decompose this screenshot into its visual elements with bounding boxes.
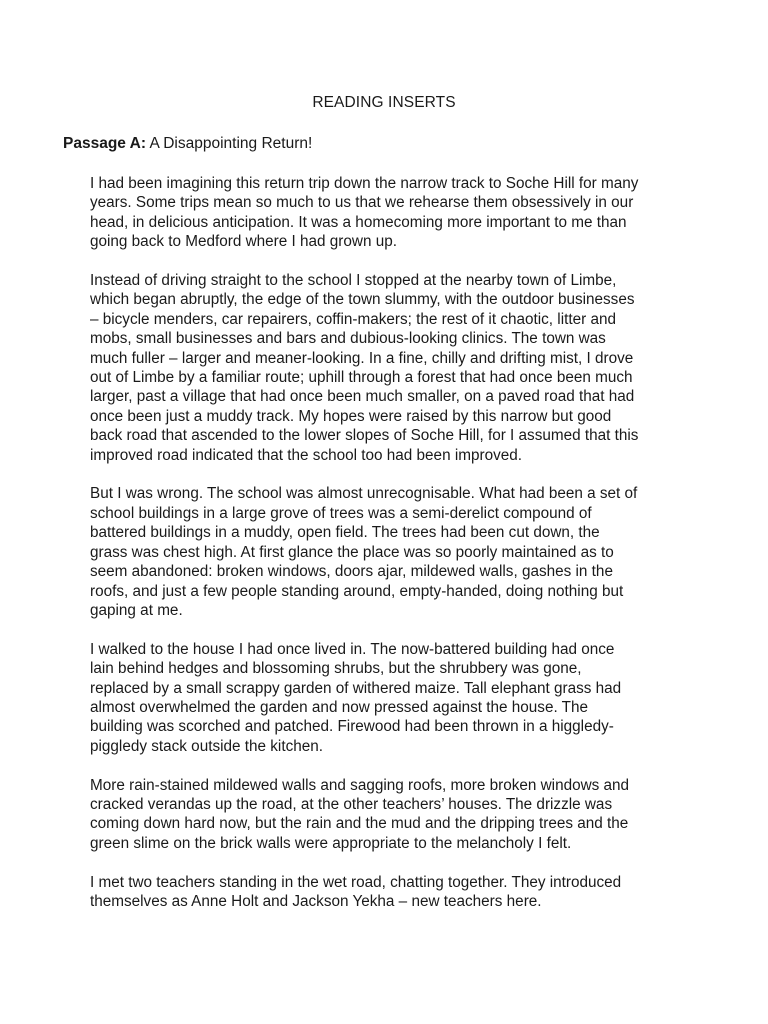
paragraph-line: grass was chest high. At first glance the place was so poorly maintained as to (90, 543, 614, 561)
paragraph-line: I met two teachers standing in the wet road, chatting together. They introduced (90, 873, 622, 891)
paragraph-line: back road that ascended to the lower slopes of Soche Hill, for I assumed that this (90, 427, 639, 445)
paragraph-line: themselves as Anne Holt and Jackson Yekha – new teachers here. (90, 892, 542, 910)
paragraph-line: improved road indicated that the school too had been improved. (90, 446, 522, 464)
paragraph-line: head, in delicious anticipation. It was a homecoming more important to me than (90, 213, 627, 231)
paragraph (90, 271, 690, 465)
paragraph-line: lain behind hedges and blossoming shrubs, but the shrubbery was gone, (90, 660, 582, 678)
paragraph-line: coming down hard now, but the rain and the mud and the dripping trees and the (90, 815, 629, 833)
paragraph (90, 174, 690, 252)
paragraph-line: But I was wrong. The school was almost unrecognisable. What had been a set of (90, 485, 638, 503)
paragraph-line: piggledy stack outside the kitchen. (90, 737, 323, 755)
paragraph-line: years. Some trips mean so much to us that we rehearse them obsessively in our (90, 194, 634, 212)
paragraph-line: roofs, and just a few people standing around, empty-handed, doing nothing but (90, 582, 624, 600)
paragraph-line: building was scorched and patched. Firewood had been thrown in a higgledy- (90, 718, 614, 736)
paragraph-line: cracked verandas up the road, at the other teachers’ houses. The drizzle was (90, 795, 613, 813)
paragraph-line: larger, past a village that had once been much smaller, on a paved road that had (90, 388, 635, 406)
passage-body (90, 174, 690, 931)
paragraph-line: going back to Medford where I had grown up. (90, 233, 397, 251)
paragraph-line: I had been imagining this return trip down the narrow track to Soche Hill for many (90, 175, 639, 192)
paragraph-line: out of Limbe by a familiar route; uphill through a forest that had once been much (90, 369, 633, 387)
paragraph-line: once been just a muddy track. My hopes were raised by this narrow but good (90, 407, 612, 425)
paragraph-line: seem abandoned: broken windows, doors ajar, mildewed walls, gashes in the (90, 563, 613, 581)
paragraph-line: replaced by a small scrappy garden of withered maize. Tall elephant grass had (90, 679, 622, 697)
paragraph-line: mobs, small businesses and bars and dubious-looking clinics. The town was (90, 330, 606, 348)
paragraph-line: much fuller – larger and meaner-looking. In a fine, chilly and drifting mist, I drove (90, 349, 634, 367)
paragraph-line: I walked to the house I had once lived in. The now-battered building had once (90, 640, 615, 658)
document-title: READING INSERTS (312, 94, 456, 111)
paragraph-line: – bicycle menders, car repairers, coffin-makers; the rest of it chaotic, litter and (90, 310, 616, 328)
passage-label: Passage A: (63, 135, 146, 152)
paragraph-line: green slime on the brick walls were appropriate to the melancholy I felt. (90, 834, 572, 852)
paragraph-line: battered buildings in a muddy, open field. The trees had been cut down, the (90, 524, 600, 542)
paragraph-line: gaping at me. (90, 601, 183, 619)
passage-heading (63, 134, 703, 153)
passage-title: A Disappointing Return! (146, 135, 313, 152)
paragraph (90, 776, 690, 854)
paragraph (90, 484, 690, 620)
paragraph (90, 640, 690, 756)
paragraph-line: almost overwhelmed the garden and now pressed against the house. The (90, 698, 589, 716)
paragraph-line: school buildings in a large grove of trees was a semi-derelict compound of (90, 504, 592, 522)
paragraph-line: More rain-stained mildewed walls and sagging roofs, more broken windows and (90, 776, 630, 794)
paragraph-line: which began abruptly, the edge of the town slummy, with the outdoor businesses (90, 291, 635, 309)
paragraph (90, 873, 690, 912)
paragraph-line: Instead of driving straight to the school I stopped at the nearby town of Limbe, (90, 272, 617, 290)
